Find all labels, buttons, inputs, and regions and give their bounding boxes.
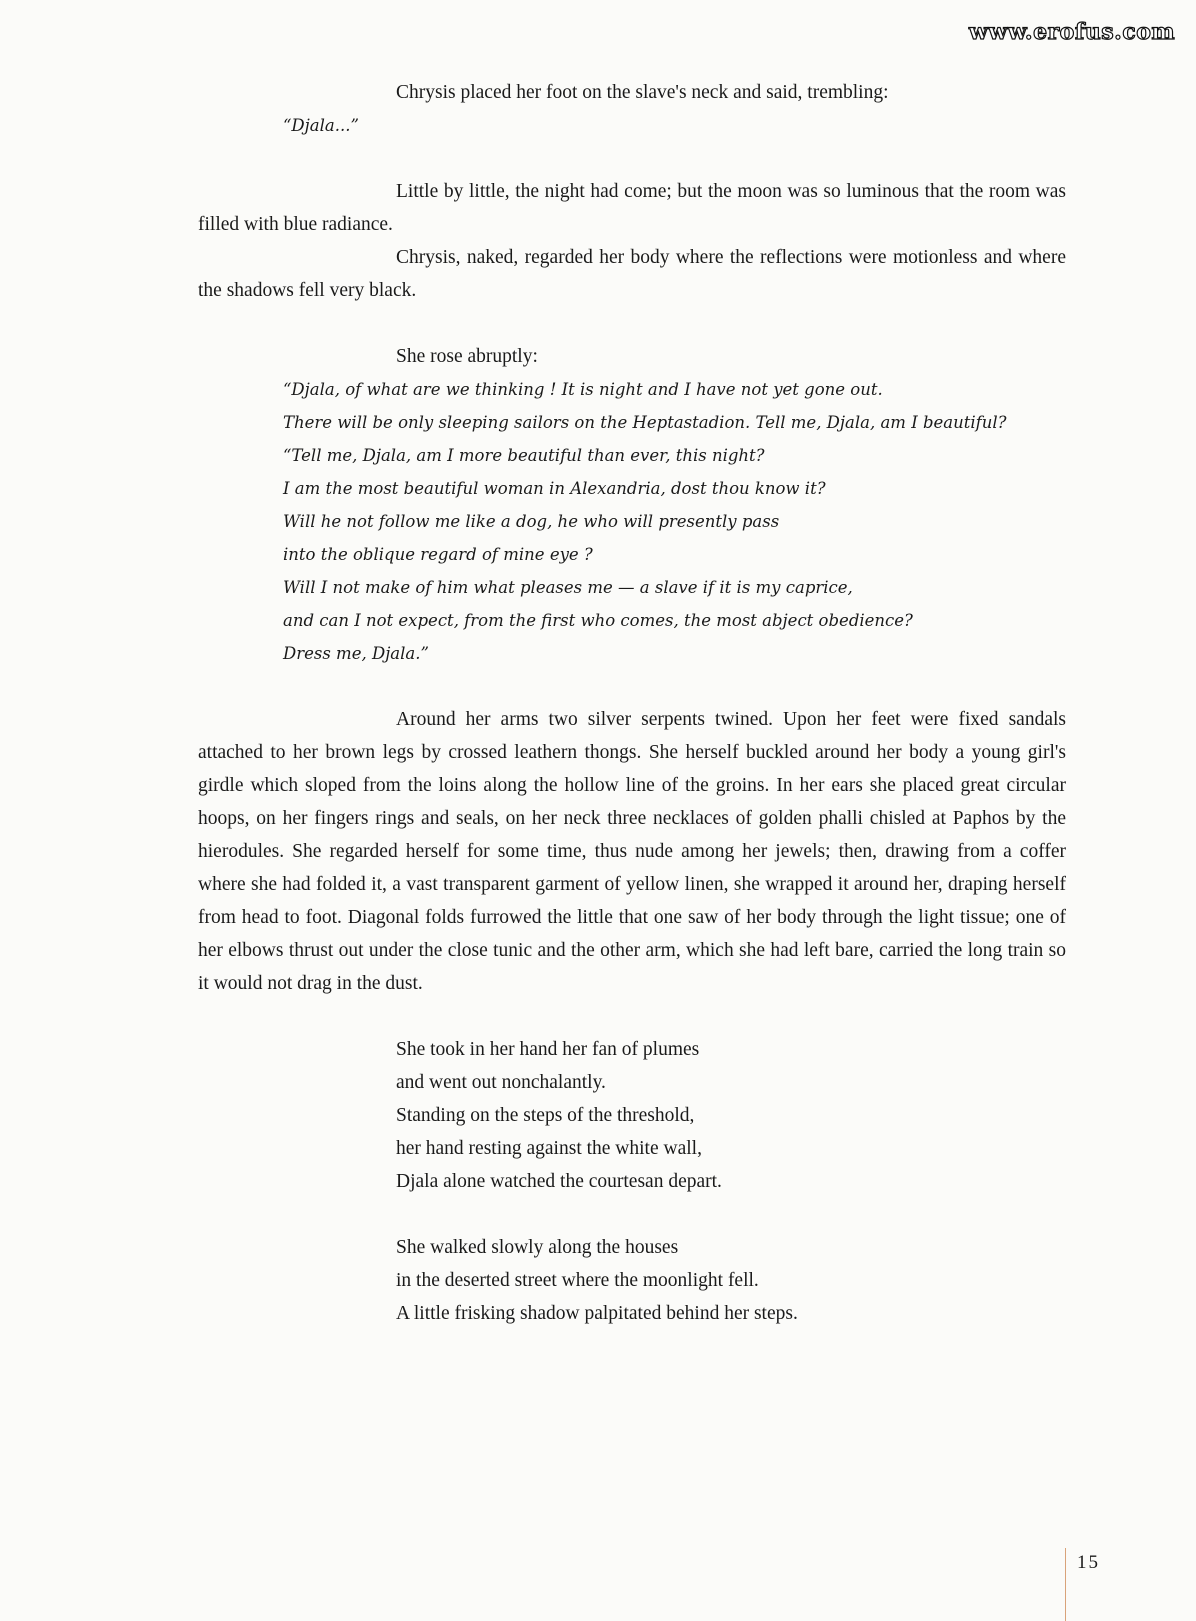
verse-line: in the deserted street where the moonlight fell. [396, 1270, 759, 1291]
spacer [198, 1198, 1066, 1231]
paragraph-night-came: Little by little, the night had come; but the moon was so luminous that the room was filled with blue radiance. [198, 181, 1066, 235]
verse-block-departure [198, 1033, 1066, 1198]
verse-line: Djala alone watched the courtesan depart. [396, 1171, 722, 1192]
speech-line: Will I not make of him what pleases me — a slave if it is my caprice, [283, 578, 853, 597]
speech-line: “Tell me, Djala, am I more beautiful than ever, this night? [283, 446, 765, 465]
paragraph-chrysis-naked: Chrysis, naked, regarded her body where the reflections were motionless and where the shadows fell very black. [198, 247, 1066, 301]
paragraph-chrysis-foot: Chrysis placed her foot on the slave's neck and said, trembling: [396, 82, 889, 103]
verse-line: She walked slowly along the houses [396, 1237, 679, 1258]
page-text [198, 76, 1066, 1330]
speech-line: into the oblique regard of mine eye ? [283, 545, 593, 564]
speech-line: Will he not follow me like a dog, he who will presently pass [283, 512, 780, 531]
speech-line: and can I not expect, from the first who comes, the most abject obedience? [283, 611, 913, 630]
site-watermark: www.erofus.com [968, 19, 1176, 45]
folio-rule [1065, 1548, 1066, 1621]
verse-line: She took in her hand her fan of plumes [396, 1039, 700, 1060]
spacer [198, 670, 1066, 703]
speech-block [198, 373, 1066, 670]
verse-line: and went out nonchalantly. [396, 1072, 606, 1093]
speech-djala-call: “Djala...” [283, 116, 359, 135]
paragraph-jewels-dressing: Around her arms two silver serpents twined. Upon her feet were fixed sandals attached to her brown legs by crossed leathern thongs. She herself buckled around her body a young girl's girdle which sloped from the loins along the hollow line of the groins. In her ears she placed great circular hoops, on her fingers rings and seals, on her neck three necklaces of golden phalli chisled at Paphos by the hierodules. She regarded herself for some time, thus nude among her jewels; then, drawing from a coffer where she had folded it, a vast transparent garment of yellow linen, she wrapped it around her, draping herself from head to foot. Diagonal folds furrowed the little that one saw of her body through the light tissue; one of her elbows thrust out under the close tunic and the other arm, which she had left bare, carried the long train so it would not drag in the dust. [198, 709, 1066, 994]
speech-line: Dress me, Djala.” [283, 644, 429, 663]
page-number: 15 [1077, 1552, 1100, 1573]
verse-line: Standing on the steps of the threshold, [396, 1105, 695, 1126]
verse-block-street [198, 1231, 1066, 1330]
spacer [198, 142, 1066, 175]
speech-line: I am the most beautiful woman in Alexandria, dost thou know it? [283, 479, 826, 498]
spacer [198, 307, 1066, 340]
verse-line: A little frisking shadow palpitated behind her steps. [396, 1303, 798, 1324]
spacer [198, 1000, 1066, 1033]
speech-line: “Djala, of what are we thinking ! It is night and I have not yet gone out. [283, 380, 883, 399]
paragraph-rose-abruptly: She rose abruptly: [396, 346, 538, 367]
speech-line: There will be only sleeping sailors on the Heptastadion. Tell me, Djala, am I beautiful? [283, 413, 1007, 432]
verse-line: her hand resting against the white wall, [396, 1138, 702, 1159]
